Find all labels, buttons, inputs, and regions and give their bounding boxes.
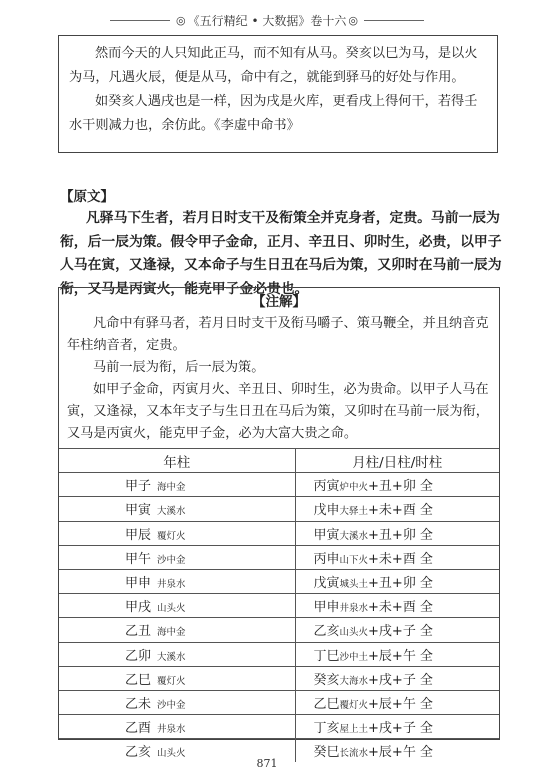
complete-mark: 全 — [419, 672, 433, 688]
year-pillar-cell — [59, 618, 295, 642]
nayin: 井泉水 — [157, 579, 186, 591]
complete-mark: 全 — [419, 527, 433, 543]
month-nayin: 大海水 — [339, 675, 369, 687]
month-pillar: 戊申 — [313, 503, 340, 519]
complete-mark: 全 — [419, 721, 433, 737]
complete-mark: 全 — [419, 479, 433, 495]
paragraph: 如癸亥人遇戌也是一样，因为戌是火库，更看戌上得何干，若得壬水干则减力也，余仿此。《李虚中命书》 — [69, 94, 478, 133]
year-pillar-cell — [59, 715, 295, 739]
paragraph: 如甲子金命，丙寅月火、辛丑日、卯时生，必为贵命。以甲子人马在寅，又逢禄，又本年支子与生日丑在马后为策，又卯时在马前一辰为衔，又马是丙寅火，能克甲子金，必为大富大贵之命。 — [67, 382, 489, 441]
ornament-icon: ◎ — [348, 13, 358, 27]
table-row — [59, 618, 499, 642]
other-pillars-cell — [295, 715, 499, 739]
day-hour-pillars: +戌+子 — [368, 672, 416, 688]
stem-branch: 甲辰 — [125, 527, 152, 543]
month-pillar: 乙亥 — [313, 624, 340, 640]
year-pillar-cell — [59, 690, 295, 714]
table-header-row — [59, 449, 499, 473]
nayin: 海中金 — [157, 482, 186, 494]
complete-mark: 全 — [419, 576, 433, 592]
header-rule-left — [110, 20, 170, 21]
complete-mark: 全 — [419, 745, 433, 761]
complete-mark: 全 — [419, 600, 433, 616]
day-hour-pillars: +戌+子 — [368, 624, 416, 640]
stem-branch: 甲子 — [125, 479, 152, 495]
other-pillars-cell — [295, 690, 499, 714]
table-row — [59, 473, 499, 497]
other-pillars-cell — [295, 618, 499, 642]
stem-branch: 乙卯 — [125, 648, 152, 664]
stem-branch: 乙亥 — [125, 745, 152, 761]
nayin: 沙中金 — [157, 699, 186, 711]
annotation-text — [67, 313, 493, 445]
header-rule-right — [364, 20, 424, 21]
other-pillars-cell — [295, 473, 499, 497]
month-pillar: 丙寅 — [313, 479, 340, 495]
stem-branch: 乙丑 — [125, 624, 152, 640]
table-row — [59, 569, 499, 593]
month-nayin: 长流水 — [339, 748, 369, 760]
month-pillar: 甲申 — [313, 600, 340, 616]
stem-branch: 甲戌 — [125, 600, 152, 616]
day-hour-pillars: +未+酉 — [368, 551, 416, 567]
nayin: 沙中金 — [157, 554, 186, 566]
annotation-box — [58, 287, 500, 761]
other-pillars-cell — [295, 642, 499, 666]
day-hour-pillars: +戌+子 — [368, 721, 416, 737]
day-hour-pillars: +辰+午 — [368, 696, 416, 712]
month-pillar: 丁巳 — [313, 648, 340, 664]
table-row — [59, 642, 499, 666]
year-pillar-cell — [59, 545, 295, 569]
stem-branch: 乙未 — [125, 696, 152, 712]
other-pillars-cell — [295, 497, 499, 521]
complete-mark: 全 — [419, 696, 433, 712]
complete-mark: 全 — [419, 624, 433, 640]
running-header — [0, 10, 534, 30]
month-nayin: 山头火 — [339, 627, 369, 639]
table-row — [59, 594, 499, 618]
month-pillar: 丁亥 — [313, 721, 340, 737]
year-pillar-cell — [59, 497, 295, 521]
complete-mark: 全 — [419, 551, 433, 567]
nayin: 覆灯火 — [157, 675, 186, 687]
other-pillars-cell — [295, 666, 499, 690]
nayin: 大溪水 — [157, 506, 186, 518]
nayin: 山头火 — [157, 603, 186, 615]
nayin: 大溪水 — [157, 651, 186, 663]
nayin: 海中金 — [157, 627, 186, 639]
continued-commentary-box — [58, 35, 498, 153]
month-nayin: 井泉水 — [339, 603, 369, 615]
month-nayin: 沙中土 — [339, 651, 369, 663]
nayin: 井泉水 — [157, 724, 186, 736]
table-row — [59, 545, 499, 569]
other-pillars-cell — [295, 569, 499, 593]
other-pillars-cell — [295, 545, 499, 569]
month-nayin: 城头土 — [339, 579, 369, 591]
table-row — [59, 521, 499, 545]
column-header-month-day-hour: 月柱/日柱/时柱 — [295, 449, 499, 473]
other-pillars-cell — [295, 594, 499, 618]
table-row — [59, 715, 499, 739]
month-nayin: 覆灯火 — [339, 699, 369, 711]
month-pillar: 甲寅 — [313, 527, 340, 543]
month-pillar: 癸亥 — [313, 672, 340, 688]
column-header-year: 年柱 — [59, 449, 295, 473]
month-nayin: 屋上土 — [339, 724, 369, 736]
month-pillar: 丙申 — [313, 551, 340, 567]
ornament-icon: ◎ — [176, 13, 186, 27]
year-pillar-cell — [59, 594, 295, 618]
month-pillar: 戊寅 — [313, 576, 340, 592]
paragraph: 凡驿马下生者，若月日时支干及衔策全并克身者，定贵。马前一辰为衔，后一辰为策。假令甲子金命，正月、辛丑日、卯时生，必贵，以甲子人马在寅，又逢禄，又本命子与生日丑在马后为策，又卯时在马前一辰为衔，又马是丙寅火，能克甲子金必贵也。 — [60, 210, 502, 297]
stem-branch: 甲寅 — [125, 503, 152, 519]
month-nayin: 大驿土 — [339, 506, 369, 518]
pillar-table — [59, 448, 499, 762]
stem-branch: 乙巳 — [125, 672, 152, 688]
table-row — [59, 690, 499, 714]
day-hour-pillars: +丑+卯 — [368, 576, 416, 592]
year-pillar-cell — [59, 473, 295, 497]
table-row — [59, 666, 499, 690]
annotation-heading: 【注解】 — [252, 294, 306, 310]
year-pillar-cell — [59, 666, 295, 690]
original-text-heading: 【原文】 — [60, 189, 114, 205]
month-nayin: 大溪水 — [339, 530, 369, 542]
header-title: 《五行精纪 • 大数据》卷十六 — [187, 13, 347, 28]
page-number: 871 — [256, 757, 278, 770]
day-hour-pillars: +辰+午 — [368, 745, 416, 761]
day-hour-pillars: +未+酉 — [368, 600, 416, 616]
year-pillar-cell — [59, 569, 295, 593]
other-pillars-cell — [295, 521, 499, 545]
year-pillar-cell — [59, 521, 295, 545]
month-nayin: 山下火 — [339, 554, 369, 566]
month-nayin: 炉中火 — [339, 482, 369, 494]
complete-mark: 全 — [419, 503, 433, 519]
day-hour-pillars: +丑+卯 — [368, 479, 416, 495]
paragraph: 然而今天的人只知此正马，而不知有从马。癸亥以巳为马，是以火为马，凡遇火辰，便是从马，命中有之，就能到驿马的好处与作用。 — [69, 46, 478, 85]
year-pillar-cell — [59, 642, 295, 666]
table-row — [59, 497, 499, 521]
month-pillar: 癸巳 — [313, 745, 340, 761]
stem-branch: 乙酉 — [125, 721, 152, 737]
nayin: 山头火 — [157, 748, 186, 760]
nayin: 覆灯火 — [157, 530, 186, 542]
day-hour-pillars: +辰+午 — [368, 648, 416, 664]
stem-branch: 甲申 — [125, 576, 152, 592]
paragraph: 马前一辰为衔，后一辰为策。 — [93, 360, 265, 375]
month-pillar: 乙巳 — [313, 696, 340, 712]
paragraph: 凡命中有驿马者，若月日时支干及衔马嚼子、策马鞭全，并且纳音克年柱纳音者，定贵。 — [67, 316, 489, 353]
day-hour-pillars: +丑+卯 — [368, 527, 416, 543]
stem-branch: 甲午 — [125, 551, 152, 567]
complete-mark: 全 — [419, 648, 433, 664]
day-hour-pillars: +未+酉 — [368, 503, 416, 519]
